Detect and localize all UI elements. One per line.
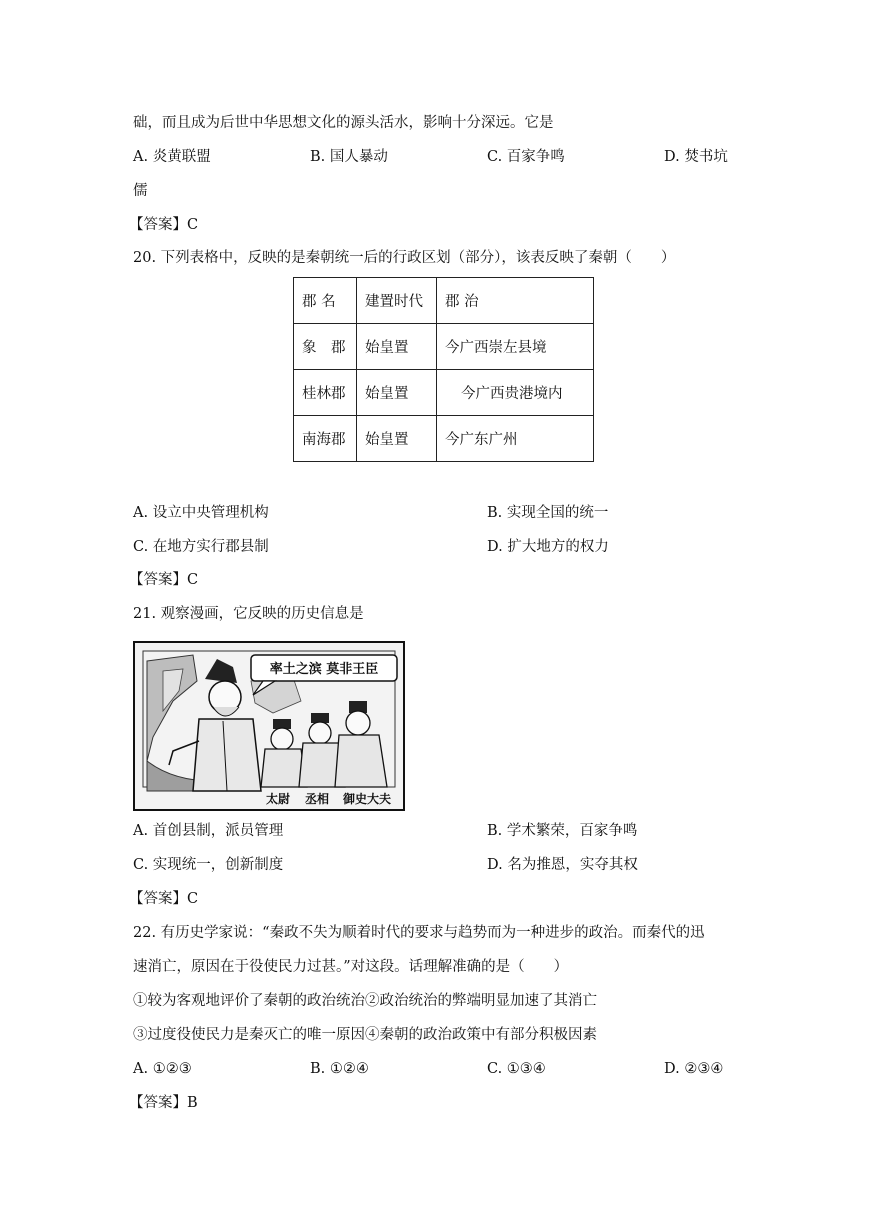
- q21-stem: 21. 观察漫画，它反映的历史信息是: [133, 606, 364, 622]
- q21-option-b: B. 学术繁荣，百家争鸣: [487, 823, 638, 839]
- q20-option-b: B. 实现全国的统一: [487, 505, 609, 521]
- table-header-cell: 建置时代: [357, 278, 437, 324]
- speech-text: 率土之滨 莫非王臣: [269, 662, 379, 677]
- q20-option-a: A. 设立中央管理机构: [133, 505, 269, 521]
- table-cell: 始皇置: [357, 370, 437, 416]
- q21-answer: 【答案】C: [129, 891, 199, 907]
- q21-option-d: D. 名为推恩，实夺其权: [487, 857, 638, 873]
- table-cell: 始皇置: [357, 416, 437, 462]
- table-cell: 南海郡: [294, 416, 357, 462]
- q22-option-c: C. ①③④: [487, 1061, 546, 1077]
- table-cell: 今广西崇左县境: [437, 324, 594, 370]
- q20-option-d: D. 扩大地方的权力: [487, 539, 609, 555]
- q20-answer: 【答案】C: [129, 572, 199, 588]
- q22-option-a: A. ①②③: [133, 1061, 192, 1077]
- q19-option-a: A. 炎黄联盟: [133, 149, 211, 165]
- q19-stem-continuation: 础，而且成为后世中华思想文化的源头活水，影响十分深远。它是: [133, 115, 554, 131]
- q22-option-d: D. ②③④: [664, 1061, 724, 1077]
- table-cell: 始皇置: [357, 324, 437, 370]
- label-yushidafu: 御史大夫: [342, 792, 392, 806]
- q20-stem: 20. 下列表格中，反映的是秦朝统一后的行政区划（部分），该表反映了秦朝（ ）: [133, 250, 676, 266]
- table-row: [294, 370, 594, 416]
- q19-answer: 【答案】C: [129, 217, 199, 233]
- q21-option-a: A. 首创县制，派员管理: [133, 823, 284, 839]
- q22-answer: 【答案】B: [129, 1095, 198, 1111]
- table-row: [294, 416, 594, 462]
- label-chengxiang: 丞相: [304, 792, 330, 806]
- q19-option-wrap: 儒: [133, 183, 148, 199]
- table-header-cell: 郡 名: [294, 278, 357, 324]
- table-cell: 桂林郡: [294, 370, 357, 416]
- label-taiwei: 太尉: [265, 792, 291, 806]
- table-header-row: [294, 278, 594, 324]
- q20-option-c: C. 在地方实行郡县制: [133, 539, 269, 555]
- qin-court-cartoon: [133, 641, 405, 811]
- table-row: [294, 324, 594, 370]
- table-header-cell: 郡 治: [437, 278, 594, 324]
- q19-option-d: D. 焚书坑: [664, 149, 728, 165]
- q19-option-c: C. 百家争鸣: [487, 149, 565, 165]
- table-cell: 今广东广州: [437, 416, 594, 462]
- q22-statements-line2: ③过度役使民力是秦灭亡的唯一原因④秦朝的政治政策中有部分积极因素: [133, 1027, 597, 1043]
- q21-option-c: C. 实现统一，创新制度: [133, 857, 284, 873]
- prefecture-table: [293, 277, 594, 462]
- table-cell: 象 郡: [294, 324, 357, 370]
- q22-stem-line1: 22. 有历史学家说：“秦政不失为顺着时代的要求与趋势而为一种进步的政治。而秦代的迅: [133, 925, 705, 941]
- q19-option-b: B. 国人暴动: [310, 149, 388, 165]
- table-cell: 今广西贵港境内: [437, 370, 594, 416]
- q22-option-b: B. ①②④: [310, 1061, 369, 1077]
- q22-statements-line1: ①较为客观地评价了秦朝的政治统治②政治统治的弊端明显加速了其消亡: [133, 993, 597, 1009]
- q22-stem-line2: 速消亡，原因在于役使民力过甚。”对这段。话理解准确的是（ ）: [133, 959, 569, 975]
